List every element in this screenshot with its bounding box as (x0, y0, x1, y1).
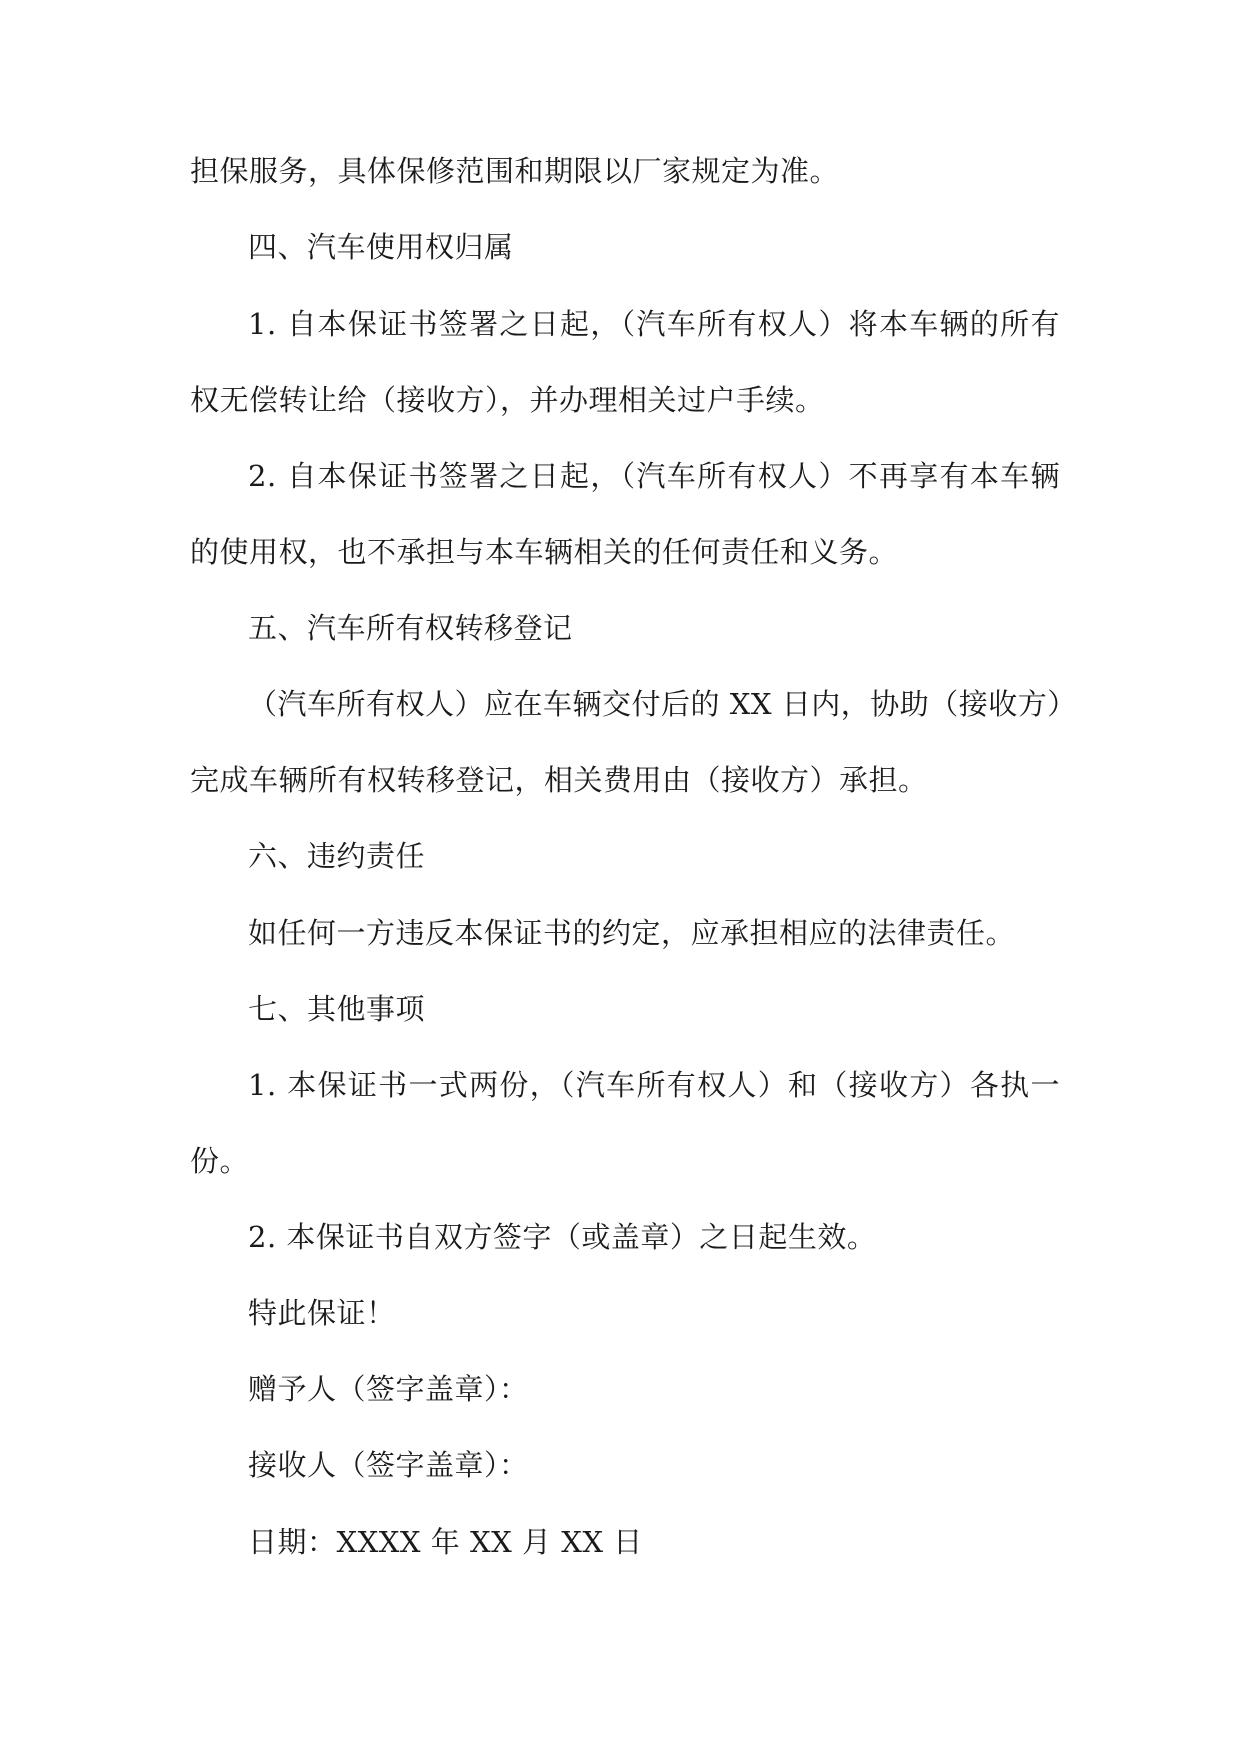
paragraph-line: 的使用权，也不承担与本车辆相关的任何责任和义务。 (190, 535, 899, 569)
paragraph-line: 担保服务，具体保修范围和期限以厂家规定为准。 (190, 154, 840, 188)
paragraph-line: （汽车所有权人）应在车辆交付后的 XX 日内，协助（接收方） (248, 687, 1077, 721)
paragraph-line: 完成车辆所有权转移登记，相关费用由（接收方）承担。 (190, 763, 928, 797)
paragraph-line: 2. 自本保证书签署之日起，（汽车所有权人）不再享有本车辆 (248, 459, 1060, 493)
section-heading: 六、违约责任 (248, 839, 426, 873)
paragraph-line: 如任何一方违反本保证书的约定，应承担相应的法律责任。 (248, 916, 1016, 950)
donor-signature-line: 赠予人（签字盖章）： (248, 1372, 529, 1406)
paragraph-line: 权无偿转让给（接收方），并办理相关过户手续。 (190, 383, 825, 417)
paragraph-line: 1. 自本保证书签署之日起，（汽车所有权人）将本车辆的所有 (248, 307, 1060, 341)
paragraph-line: 1. 本保证书一式两份，（汽车所有权人）和（接收方）各执一 (248, 1068, 1060, 1102)
paragraph-line: 份。 (190, 1144, 250, 1178)
date-line: 日期：XXXX 年 XX 月 XX 日 (248, 1525, 643, 1559)
section-heading: 七、其他事项 (248, 992, 426, 1026)
section-heading: 四、汽车使用权归属 (248, 230, 514, 264)
paragraph-line: 2. 本保证书自双方签字（或盖章）之日起生效。 (248, 1220, 877, 1254)
recipient-signature-line: 接收人（签字盖章）： (248, 1448, 529, 1482)
section-heading: 五、汽车所有权转移登记 (248, 611, 573, 645)
closing-statement: 特此保证！ (248, 1296, 396, 1330)
